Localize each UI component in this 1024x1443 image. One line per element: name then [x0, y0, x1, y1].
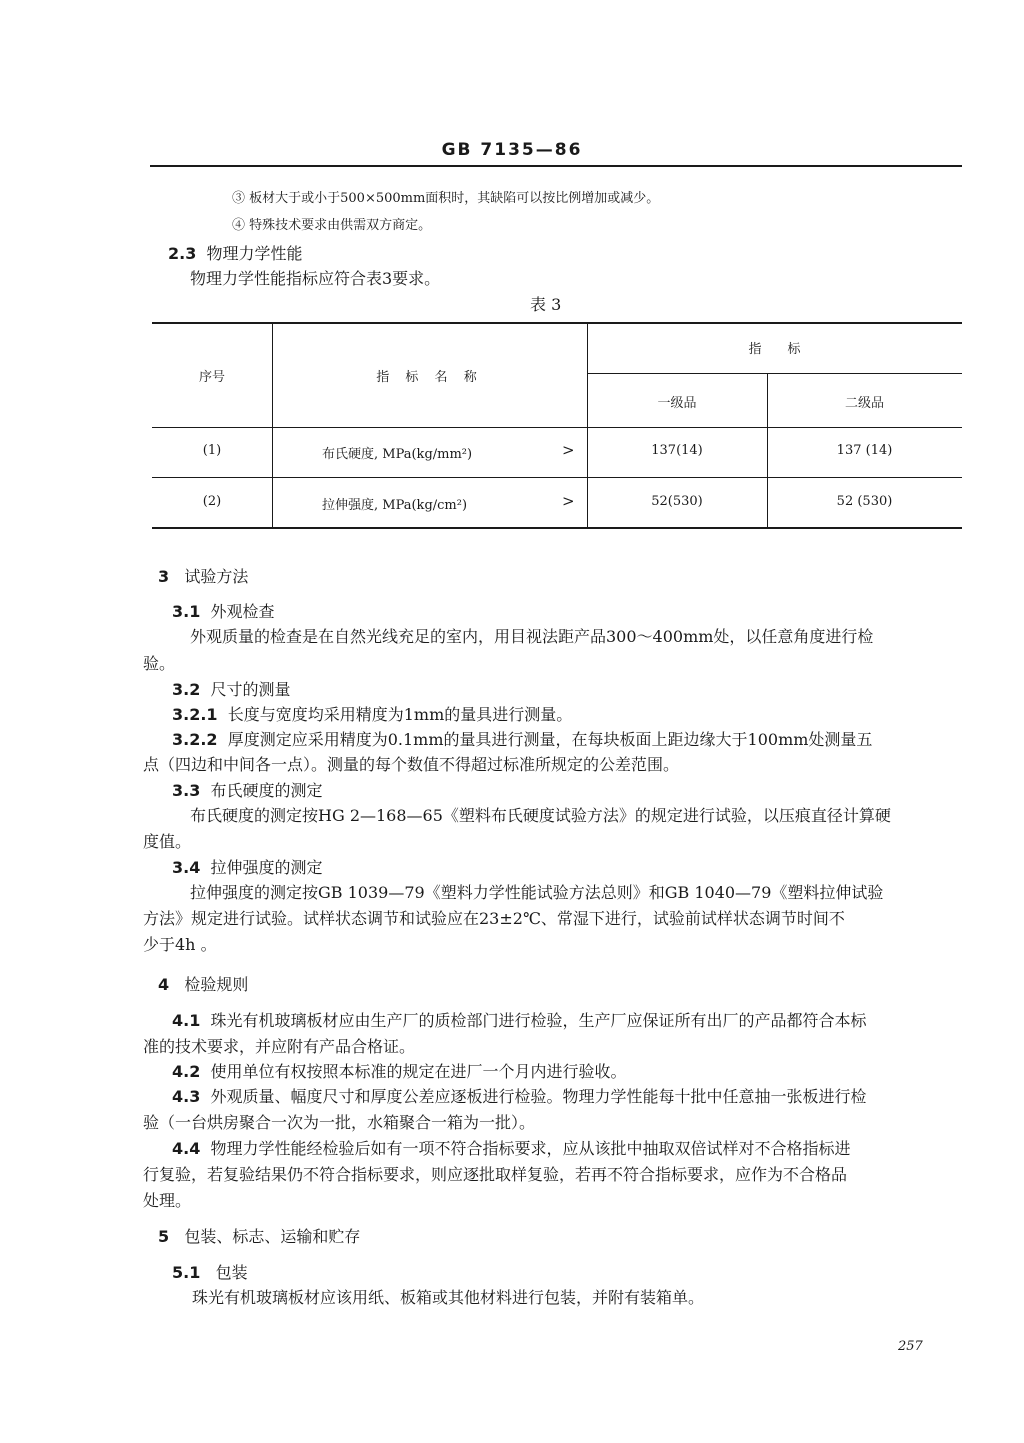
section-number: 4.3 [172, 1087, 201, 1106]
table-row-2-op: > [562, 492, 575, 510]
table-top-rule [152, 322, 962, 324]
section-number: 4.4 [172, 1139, 201, 1158]
table-row-1-name: 布氏硬度, MPa(kg/mm²) [322, 447, 473, 462]
table-header-index: 指 标 [748, 342, 801, 357]
section-5-1-heading [172, 1260, 248, 1283]
section-4-4-text-2: 行复验，若复验结果仍不符合指标要求，则应逐批取样复验，若再不符合指标要求，应作为不合格品 [143, 1165, 848, 1184]
section-text: 物理力学性能经检验后如有一项不符合指标要求，应从该批中抽取双倍试样对不合格指标进 [210, 1139, 851, 1158]
page-number: 257 [898, 1339, 923, 1354]
section-4-1 [172, 1008, 867, 1031]
section-text: 长度与宽度均采用精度为1mm的量具进行测量。 [227, 705, 573, 724]
section-title: 外观检查 [210, 602, 275, 621]
section-text: 外观质量、幅度尺寸和厚度公差应逐板进行检验。物理力学性能每十批中任意抽一张板进行检 [210, 1087, 867, 1106]
section-number: 3.2 [172, 680, 201, 699]
table-header-name: 指 标 名 称 [376, 370, 483, 385]
section-number: 3.2.1 [172, 705, 218, 724]
section-3-heading [158, 564, 248, 587]
table-row-1-op: > [562, 441, 575, 459]
table-row-2-name: 拉伸强度, MPa(kg/cm²) [322, 498, 468, 513]
section-number: 4.2 [172, 1062, 201, 1081]
section-3-2-1 [172, 702, 572, 725]
section-3-1-text-1: 外观质量的检查是在自然光线充足的室内，用目视法距产品300～400mm处，以任意角度进行检 [190, 627, 874, 646]
section-3-3-text-1: 布氏硬度的测定按HG 2—168—65《塑料布氏硬度试验方法》的规定进行试验，以压痕直径计算硬 [190, 806, 891, 825]
table-vline [272, 323, 273, 527]
section-4-3 [172, 1084, 867, 1107]
section-2-3-text: 物理力学性能指标应符合表3要求。 [190, 269, 441, 288]
section-number: 5 [158, 1227, 170, 1246]
table-hline [587, 373, 962, 374]
section-3-1-text-2: 验。 [143, 654, 176, 673]
section-4-4 [172, 1136, 851, 1159]
table-bottom-rule [152, 527, 962, 529]
note-3: ③ 板材大于或小于500×500mm面积时，其缺陷可以按比例增加或减少。 [232, 191, 660, 206]
section-3-4-heading [172, 855, 323, 878]
section-3-1-heading [172, 599, 275, 622]
section-3-4-text-1: 拉伸强度的测定按GB 1039—79《塑料力学性能试验方法总则》和GB 1040—79《塑料拉伸试验 [190, 883, 884, 902]
section-title: 尺寸的测量 [210, 680, 291, 699]
section-title: 包装、标志、运输和贮存 [184, 1227, 361, 1246]
section-number: 3.1 [172, 602, 201, 621]
section-title: 试验方法 [184, 567, 249, 586]
section-number: 3.2.2 [172, 730, 218, 749]
section-title: 布氏硬度的测定 [210, 781, 323, 800]
section-title: 拉伸强度的测定 [210, 858, 323, 877]
table-row-1-seq: (1) [202, 443, 222, 458]
section-number: 4 [158, 975, 170, 994]
header-rule [150, 165, 962, 167]
standard-header-title: GB 7135—86 [441, 140, 583, 160]
table-row-1-grade1: 137(14) [651, 443, 703, 458]
table-row-2-grade1: 52(530) [651, 494, 703, 509]
section-title: 检验规则 [184, 975, 249, 994]
section-5-heading [158, 1224, 360, 1247]
section-3-4-text-2: 方法》规定进行试验。试样状态调节和试验应在23±2℃、常湿下进行，试验前试样状态调节时间不 [143, 909, 845, 928]
table-header-seq: 序号 [198, 370, 225, 385]
section-number: 3.4 [172, 858, 201, 877]
section-text: 使用单位有权按照本标准的规定在进厂一个月内进行验收。 [210, 1062, 627, 1081]
section-number: 4.1 [172, 1011, 201, 1030]
section-number: 3 [158, 567, 170, 586]
section-2-3-heading [168, 241, 303, 264]
section-4-heading [158, 972, 248, 995]
section-number: 3.3 [172, 781, 201, 800]
table-hline [152, 477, 962, 478]
table-row-2-grade2: 52 (530) [836, 494, 893, 509]
table-header-grade1: 一级品 [657, 396, 697, 411]
section-4-2 [172, 1059, 627, 1082]
table-row-1-grade2: 137 (14) [836, 443, 893, 458]
section-4-1-text-2: 准的技术要求，并应附有产品合格证。 [143, 1037, 416, 1056]
section-number: 5.1 [172, 1263, 201, 1282]
section-3-2-heading [172, 677, 291, 700]
table-header-grade2: 二级品 [844, 396, 884, 411]
section-3-2-2-text-2: 点（四边和中间各一点）。测量的每个数值不得超过标准所规定的公差范围。 [143, 755, 680, 774]
note-4: ④ 特殊技术要求由供需双方商定。 [232, 218, 432, 233]
table-caption: 表 3 [530, 295, 562, 314]
table-hline [152, 427, 962, 428]
section-title: 物理力学性能 [206, 244, 303, 263]
section-3-3-heading [172, 778, 323, 801]
section-title: 包装 [215, 1263, 248, 1282]
table-row-2-seq: (2) [202, 494, 222, 509]
section-4-4-text-3: 处理。 [143, 1191, 192, 1210]
section-3-4-text-3: 少于4h 。 [143, 935, 217, 954]
section-text: 厚度测定应采用精度为0.1mm的量具进行测量，在每块板面上距边缘大于100mm处测量五 [227, 730, 873, 749]
section-3-3-text-2: 度值。 [143, 832, 192, 851]
section-3-2-2 [172, 727, 872, 750]
section-5-1-text: 珠光有机玻璃板材应该用纸、板箱或其他材料进行包装，并附有装箱单。 [192, 1288, 705, 1307]
section-4-3-text-2: 验（一台烘房聚合一次为一批，水箱聚合一箱为一批）。 [143, 1113, 536, 1132]
section-number: 2.3 [168, 244, 197, 263]
section-text: 珠光有机玻璃板材应由生产厂的质检部门进行检验，生产厂应保证所有出厂的产品都符合本标 [210, 1011, 867, 1030]
